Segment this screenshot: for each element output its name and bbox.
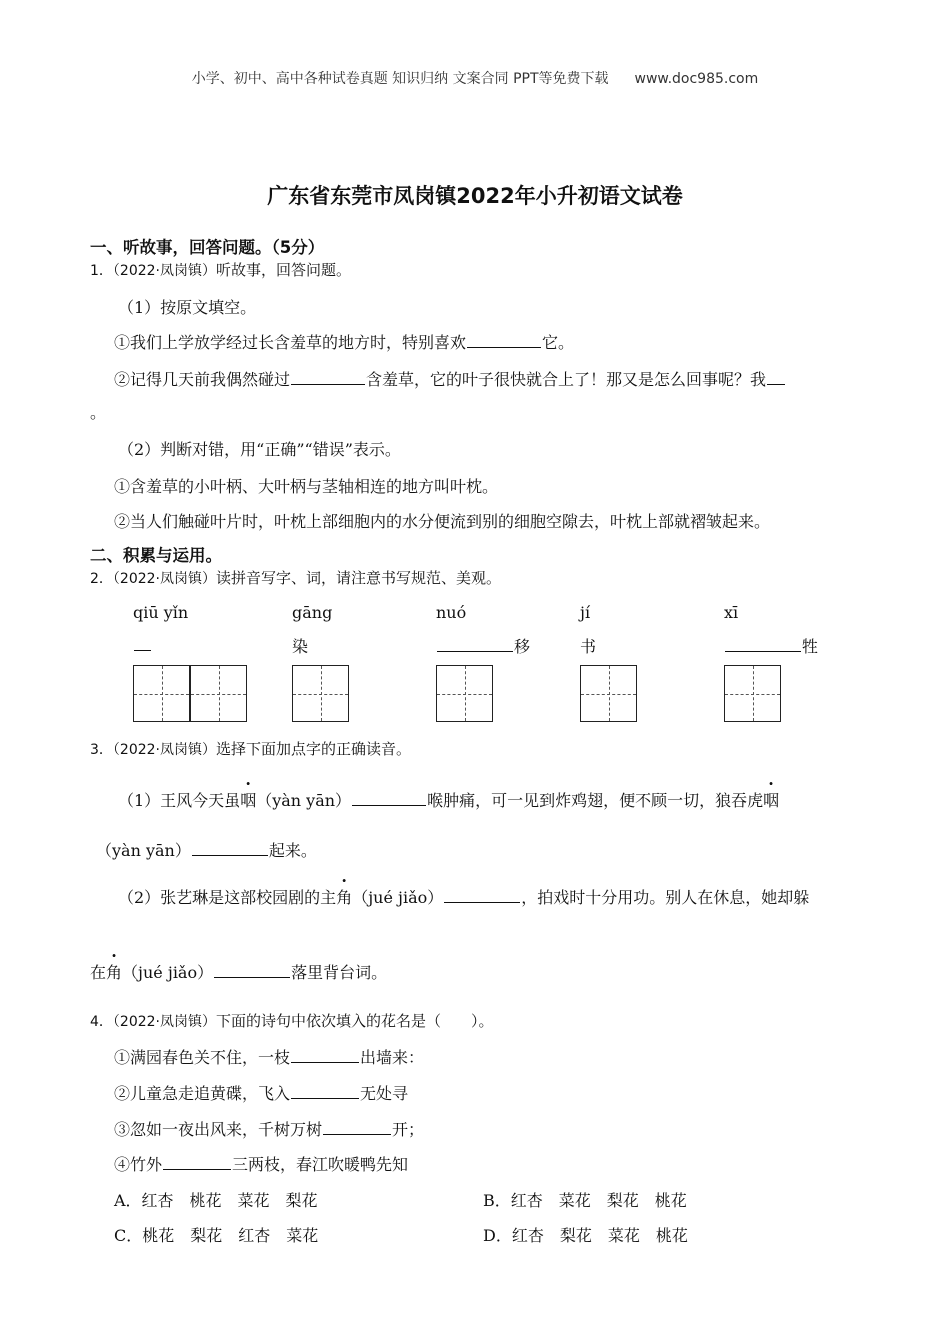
q2-pinyin-5: xī [724, 603, 739, 622]
q1-item1 [114, 330, 574, 353]
q4-l4-blank[interactable] [163, 1153, 231, 1170]
q4-line-4 [114, 1152, 408, 1175]
q2-char-5: 牲 [802, 637, 819, 656]
q3-p2-text-a: （2）张艺琳是这部校园剧的主 [118, 888, 337, 907]
q3-source: （2022·凤岗镇） [112, 742, 217, 758]
q2-writing-grid-5[interactable] [724, 665, 781, 722]
q2-word-4 [580, 634, 596, 657]
q2-pinyin-1: qiū yǐn [133, 603, 189, 622]
q3-p1-pinyin-2: （yàn yān） [96, 841, 191, 860]
q1-item2-end: 。 [90, 403, 107, 422]
q4-stem: 下面的诗句中依次填入的花名是（ ）。 [216, 1012, 494, 1030]
q3-stem: 选择下面加点字的正确读音。 [216, 740, 412, 758]
q4-line-3 [114, 1117, 424, 1140]
q2-pinyin-4: jí [580, 603, 591, 622]
q1-header [90, 259, 351, 280]
header-url[interactable]: www.doc985.com [634, 71, 759, 87]
q4-l3-text-a: ③忽如一夜出风来，千树万树 [114, 1120, 323, 1139]
q4-l2-text-a: ②儿童急走追黄碟，飞入 [114, 1084, 291, 1103]
q1-item1-text: ①我们上学放学经过长含羞草的地方时，特别喜欢 [114, 333, 467, 352]
q1-item2-text-mid: 含羞草，它的叶子很快就合上了！那又是怎么回事呢？我 [366, 370, 767, 389]
q4-line-1 [114, 1045, 424, 1068]
q1-item2-blank1[interactable] [291, 368, 365, 385]
q1-source: （2022·凤岗镇） [112, 263, 217, 279]
q2-word-5 [724, 634, 818, 657]
q3-p2-blank-1[interactable] [444, 886, 520, 903]
q4-option-d[interactable]: D．红杏 梨花 菜花 桃花 [483, 1226, 688, 1245]
q4-l4-text-a: ④竹外 [114, 1155, 163, 1174]
q3-p2-dotted-char-2: 角 [106, 963, 123, 982]
q4-option-a[interactable]: A．红杏 桃花 菜花 梨花 [114, 1191, 318, 1210]
q2-char-2: 染 [292, 637, 309, 656]
q4-l2-blank[interactable] [291, 1082, 359, 1099]
q3-p1-blank-1[interactable] [352, 789, 426, 806]
page-header [0, 68, 950, 88]
q2-pinyin-2: gāng [292, 603, 333, 622]
q3-p1-blank-2[interactable] [192, 839, 268, 856]
q2-stem: 读拼音写字、词，请注意书写规范、美观。 [216, 569, 502, 587]
q1-item2-blank2[interactable] [767, 368, 785, 385]
q3-p2-blank-2[interactable] [214, 961, 290, 978]
q2-word-3 [436, 634, 530, 657]
header-text: 小学、初中、高中各种试卷真题 知识归纳 文案合同 PPT等免费下载 [191, 71, 609, 87]
q4-l4-text-b: 三两枝，春江吹暖鸭先知 [232, 1155, 409, 1174]
q3-p2-dotted-char-1: 角 [336, 888, 353, 907]
q3-part1-line1 [118, 788, 779, 811]
q4-l3-blank[interactable] [323, 1118, 391, 1135]
q4-l1-text-a: ①满园春色关不住，一枝 [114, 1048, 291, 1067]
page-title: 广东省东莞市凤岗镇2022年小升初语文试卷 [267, 184, 683, 208]
q3-p1-text-a: （1）王风今天虽 [118, 791, 241, 810]
q1-item1-blank[interactable] [467, 331, 541, 348]
q4-l1-blank[interactable] [291, 1046, 359, 1063]
q4-l2-text-b: 无处寻 [360, 1084, 409, 1103]
q3-p1-dotted-char-2: 咽 [763, 791, 780, 810]
q3-p2-pinyin-2: （jué jiǎo） [122, 963, 214, 982]
section1-heading: 一、听故事，回答问题。（5分） [90, 238, 325, 257]
q3-number: 3． [90, 742, 113, 758]
q3-part2-line2 [90, 960, 387, 983]
q1-item1-text-end: 它。 [542, 333, 575, 352]
q2-writing-grid-3[interactable] [436, 665, 493, 722]
q2-char-3: 移 [514, 637, 531, 656]
q3-part1-line2 [96, 838, 317, 861]
q4-number: 4． [90, 1014, 113, 1030]
q2-blank-3[interactable] [437, 635, 513, 652]
q3-p1-text-e: 起来。 [268, 841, 317, 860]
q3-p1-text-c: 喉肿痛，可一见到炸鸡翅，便不顾一切，狼吞虎 [427, 791, 764, 810]
q3-p1-dotted-char-1: 咽 [240, 791, 257, 810]
q3-p2-text-f: 落里背台词。 [291, 963, 388, 982]
q1-part1: （1）按原文填空。 [118, 298, 257, 317]
q1-stem: 听故事，回答问题。 [216, 261, 352, 279]
q2-blank-5[interactable] [725, 635, 801, 652]
q2-source: （2022·凤岗镇） [112, 571, 217, 587]
q2-writing-grid-2[interactable] [292, 665, 349, 722]
q2-word-2 [292, 634, 308, 657]
q1-item4: ②当人们触碰叶片时，叶枕上部细胞内的水分便流到别的细胞空隙去，叶枕上部就褶皱起来。 [114, 512, 771, 531]
q4-l1-text-b: 出墙来： [360, 1048, 425, 1067]
q3-p1-pinyin-1: （yàn yān） [256, 791, 352, 810]
q2-writing-grid-1b[interactable] [190, 665, 247, 722]
q2-header [90, 567, 501, 588]
q3-p2-pinyin-1: （jué jiǎo） [352, 888, 444, 907]
q4-option-b[interactable]: B．红杏 菜花 梨花 桃花 [483, 1191, 687, 1210]
q1-part2: （2）判断对错，用“正确”“错误”表示。 [118, 440, 401, 459]
q2-word-1 [133, 634, 152, 655]
q3-header [90, 738, 411, 759]
q3-part2-line1 [118, 885, 809, 908]
q1-number: 1． [90, 263, 113, 279]
q2-writing-grid-1a[interactable] [133, 665, 190, 722]
q1-item3: ①含羞草的小叶柄、大叶柄与茎轴相连的地方叫叶枕。 [114, 477, 499, 496]
q2-number: 2． [90, 571, 113, 587]
q2-blank-1[interactable] [134, 634, 151, 651]
q4-line-2 [114, 1081, 408, 1104]
q4-option-c[interactable]: C．桃花 梨花 红杏 菜花 [114, 1226, 319, 1245]
q2-pinyin-3: nuó [436, 603, 467, 622]
q3-p2-text-c: ，拍戏时十分用功。别人在休息，她却躲 [521, 888, 810, 907]
section2-heading: 二、积累与运用。 [90, 546, 222, 565]
q4-header [90, 1010, 494, 1031]
q4-source: （2022·凤岗镇） [112, 1014, 217, 1030]
q1-item2-text: ②记得几天前我偶然碰过 [114, 370, 291, 389]
q1-item2 [114, 367, 786, 390]
q3-p2-text-d: 在 [90, 963, 107, 982]
q2-writing-grid-4[interactable] [580, 665, 637, 722]
q4-l3-text-b: 开； [392, 1120, 425, 1139]
q2-char-4: 书 [580, 637, 597, 656]
